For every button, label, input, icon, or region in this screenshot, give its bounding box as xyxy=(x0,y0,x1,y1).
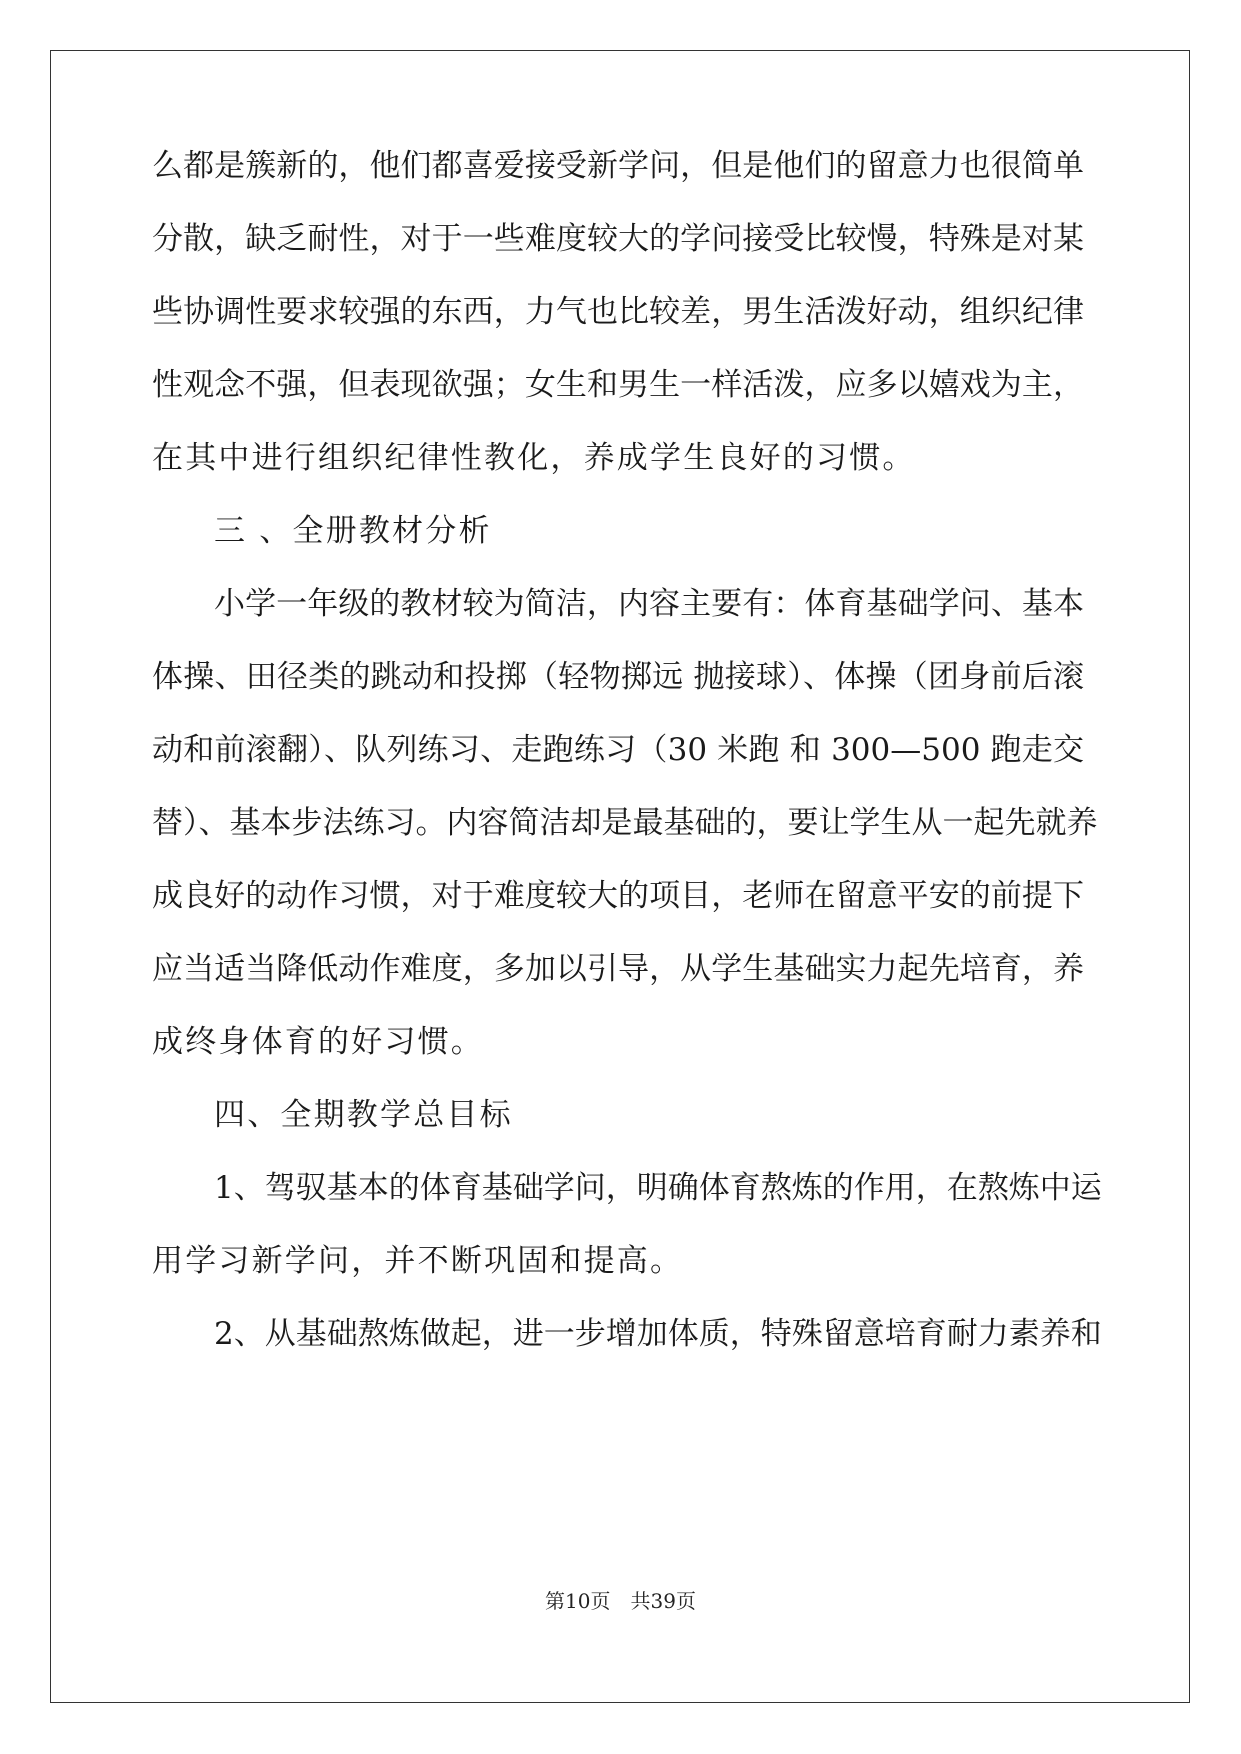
paragraph-line: 性观念不强，但表现欲强；女生和男生一样活泼，应多以嬉戏为主， xyxy=(152,367,1084,403)
paragraph-line: 么都是簇新的，他们都喜爱接受新学问，但是他们的留意力也很简单 xyxy=(152,148,1084,184)
section-heading: 三 、全册教材分析 xyxy=(214,513,492,549)
paragraph-line: 小学一年级的教材较为简洁，内容主要有：体育基础学问、基本 xyxy=(214,586,1084,622)
paragraph-line: 应当适当降低动作难度，多加以引导，从学生基础实力起先培育，养 xyxy=(152,951,1084,987)
paragraph-line: 成良好的动作习惯，对于难度较大的项目，老师在留意平安的前提下 xyxy=(152,878,1084,914)
list-item-line: 1、驾驭基本的体育基础学问，明确体育熬炼的作用，在熬炼中运 xyxy=(214,1170,1102,1206)
list-item-line: 用学习新学问，并不断巩固和提高。 xyxy=(152,1243,684,1279)
page-footer: 第10页 共39页 xyxy=(545,1589,696,1613)
paragraph-line: 动和前滚翻）、队列练习、走跑练习（30 米跑 和 300—500 跑走交 xyxy=(152,732,1084,768)
paragraph-line: 成终身体育的好习惯。 xyxy=(152,1024,484,1060)
section-heading: 四、全期教学总目标 xyxy=(214,1097,513,1133)
paragraph-line: 替）、基本步法练习。内容简洁却是最基础的，要让学生从一起先就养 xyxy=(152,805,1098,841)
paragraph-line: 些协调性要求较强的东西，力气也比较差，男生活泼好动，组织纪律 xyxy=(152,294,1084,330)
paragraph-line: 在其中进行组织纪律性教化，养成学生良好的习惯。 xyxy=(152,440,916,476)
paragraph-line: 体操、田径类的跳动和投掷（轻物掷远 抛接球）、体操（团身前后滚 xyxy=(152,659,1084,695)
paragraph-line: 分散，缺乏耐性，对于一些难度较大的学问接受比较慢，特殊是对某 xyxy=(152,221,1084,257)
list-item-line: 2、从基础熬炼做起，进一步增加体质，特殊留意培育耐力素养和 xyxy=(214,1316,1102,1352)
